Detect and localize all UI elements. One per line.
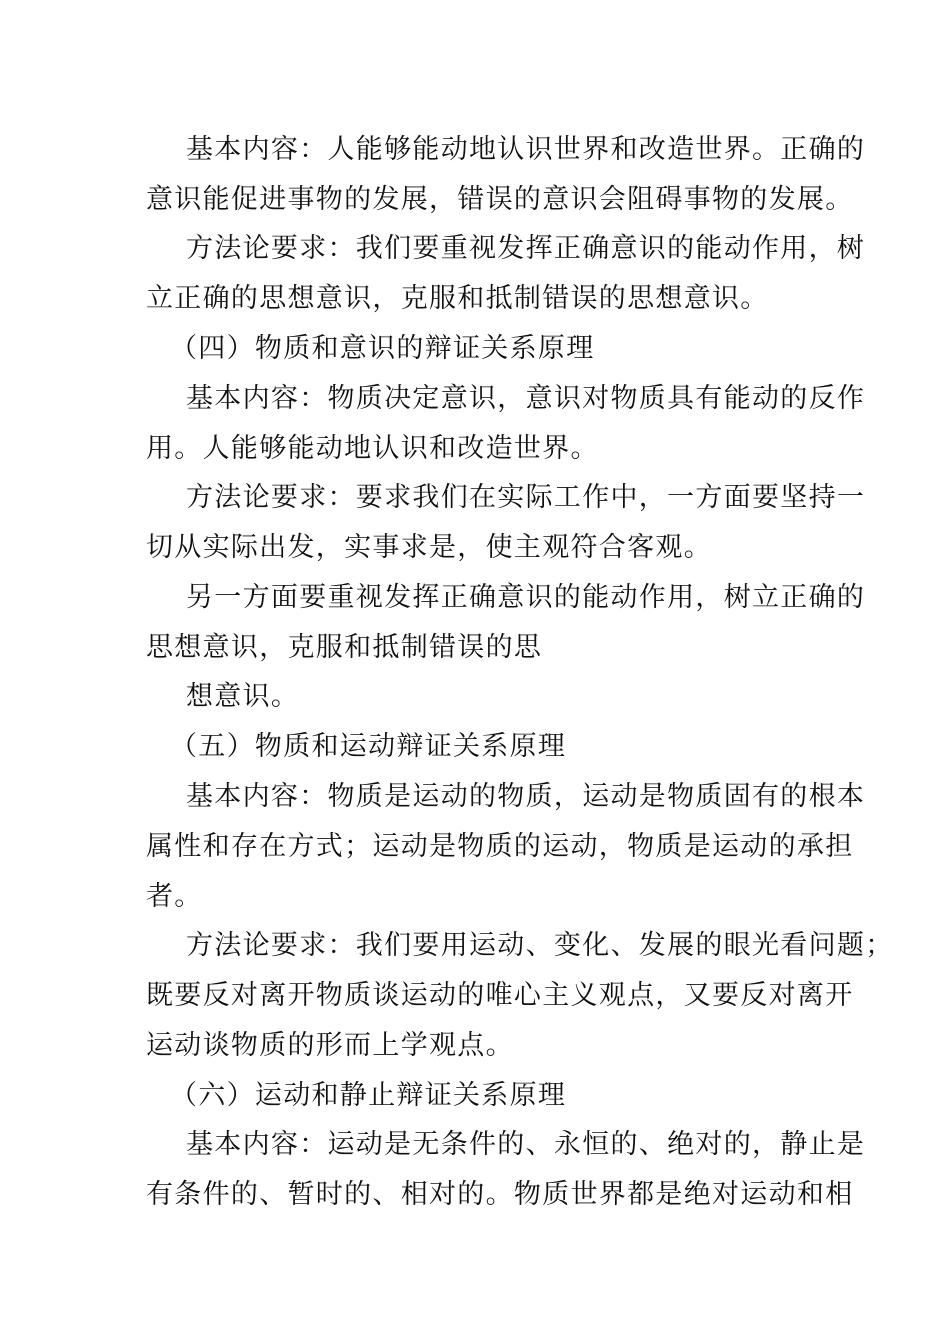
paragraph-line: 基本内容：人能够能动地认识世界和改造世界。正确的	[186, 134, 866, 165]
paragraph-line: 基本内容：物质决定意识，意识对物质具有能动的反作	[186, 383, 866, 414]
paragraph-line: 方法论要求：我们要重视发挥正确意识的能动作用，树	[186, 233, 866, 264]
paragraph-line: 意识能促进事物的发展，错误的意识会阻碍事物的发展。	[146, 184, 854, 215]
paragraph-line: 运动谈物质的形而上学观点。	[146, 1030, 514, 1061]
section-heading: （四）物质和意识的辩证关系原理	[170, 333, 595, 364]
paragraph-line: 切从实际出发，实事求是，使主观符合客观。	[146, 532, 712, 563]
paragraph-line: 方法论要求：我们要用运动、变化、发展的眼光看问题；	[186, 930, 894, 961]
section-heading: （六）运动和静止辩证关系原理	[170, 1080, 567, 1111]
paragraph-line: 立正确的思想意识，克服和抵制错误的思想意识。	[146, 283, 769, 314]
paragraph-line: 有条件的、暂时的、相对的。物质世界都是绝对运动和相	[146, 1179, 854, 1210]
paragraph-line: 思想意识，克服和抵制错误的思	[146, 632, 543, 663]
paragraph-line: 用。人能够能动地认识和改造世界。	[146, 433, 599, 464]
paragraph-line: 方法论要求：要求我们在实际工作中，一方面要坚持一	[186, 482, 866, 513]
paragraph-line: 基本内容：物质是运动的物质，运动是物质固有的根本	[186, 781, 866, 812]
paragraph-line: 想意识。	[186, 681, 300, 712]
paragraph-line: 者。	[146, 881, 203, 912]
paragraph-line: 另一方面要重视发挥正确意识的能动作用，树立正确的	[186, 582, 866, 613]
section-heading: （五）物质和运动辩证关系原理	[170, 731, 567, 762]
paragraph-line: 属性和存在方式；运动是物质的运动，物质是运动的承担	[146, 831, 854, 862]
paragraph-line: 既要反对离开物质谈运动的唯心主义观点，又要反对离开	[146, 980, 854, 1011]
paragraph-line: 基本内容：运动是无条件的、永恒的、绝对的，静止是	[186, 1129, 866, 1160]
